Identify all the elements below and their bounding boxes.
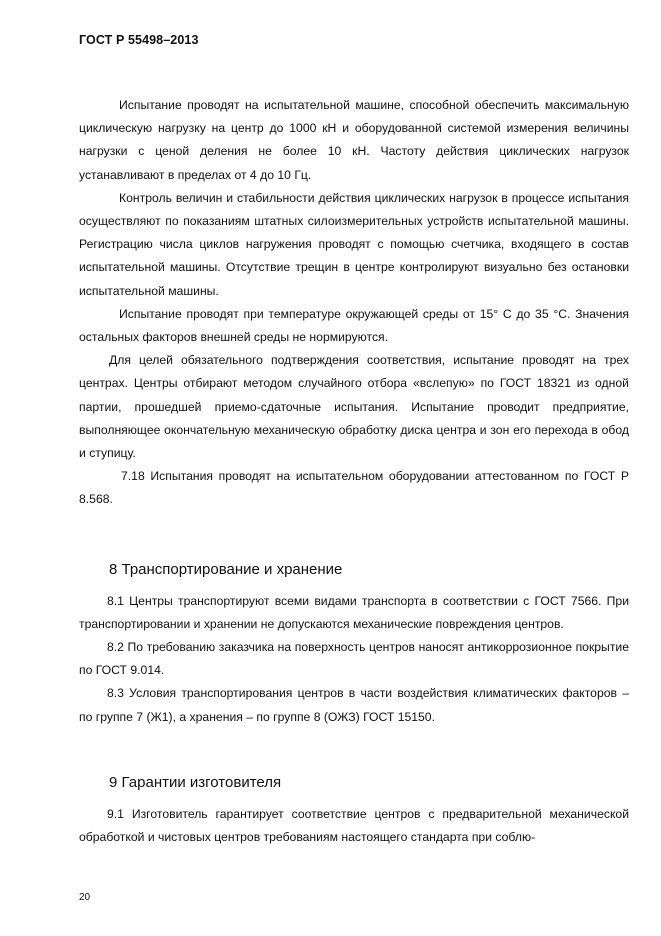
paragraph: Контроль величин и стабильности действия циклических нагрузок в процессе испытания осуществляют по показаниям штатных силоизмерительных устройств испытательной машины. Регистрацию числа циклов нагружения проводят с помощью счетчика, входящего в состав испытательной машины. Отсутствие трещин в центре контролируют визуально без остановки испытательной машины. [79, 190, 629, 298]
paragraph: Для целей обязательного подтверждения соответствия, испытание проводят на трех центрах. Центры отбирают методом случайного отбора «вслепую» по ГОСТ 18321 из одной партии, прошедшей приемо-сдаточные испытания. Испытание проводит предприятие, выполняющее окончательную механическую обработку диска центра и зон его перехода в обод и ступицу. [79, 353, 629, 461]
page-number: 20 [79, 892, 91, 903]
section-heading-9: 9 Гарантии изготовителя [109, 773, 282, 791]
paragraph: 8.3 Условия транспортирования центров в части воздействия климатических факторов – по группе 7 (Ж1), а хранения – по группе 8 (ОЖЗ) ГОСТ 15150. [79, 686, 629, 724]
paragraph: 9.1 Изготовитель гарантирует соответствие центров с предварительной механической обработкой и чистовых центров требованиям настоящего стандарта при соблю- [79, 806, 629, 845]
paragraph: 8.1 Центры транспортируют всеми видами транспорта в соответствии с ГОСТ 7566. При транспортировании и хранении не допускаются механические повреждения центров. [79, 593, 629, 631]
section-heading-8: 8 Транспортирование и хранение [109, 560, 343, 578]
document-header: ГОСТ Р 55498–2013 [79, 33, 199, 47]
page-body [79, 94, 629, 849]
paragraph: Испытание проводят на испытательной машине, способной обеспечить максимальную циклическую нагрузку на центр до 1000 кН и оборудованной системой измерения величины нагрузки с ценой деления не более 10 кН. Частоту действия циклических нагрузок устанавливают в пределах от 4 до 10 Гц. [79, 98, 629, 182]
paragraph: Испытание проводят при температуре окружающей среды от 15° С до 35 °С. Значения остальных факторов внешней среды не нормируются. [79, 306, 629, 345]
paragraph: 8.2 По требованию заказчика на поверхность центров наносят антикоррозионное покрытие по ГОСТ 9.014. [79, 640, 629, 678]
paragraph: 7.18 Испытания проводят на испытательном оборудовании аттестованном по ГОСТ Р 8.568. [79, 469, 629, 507]
